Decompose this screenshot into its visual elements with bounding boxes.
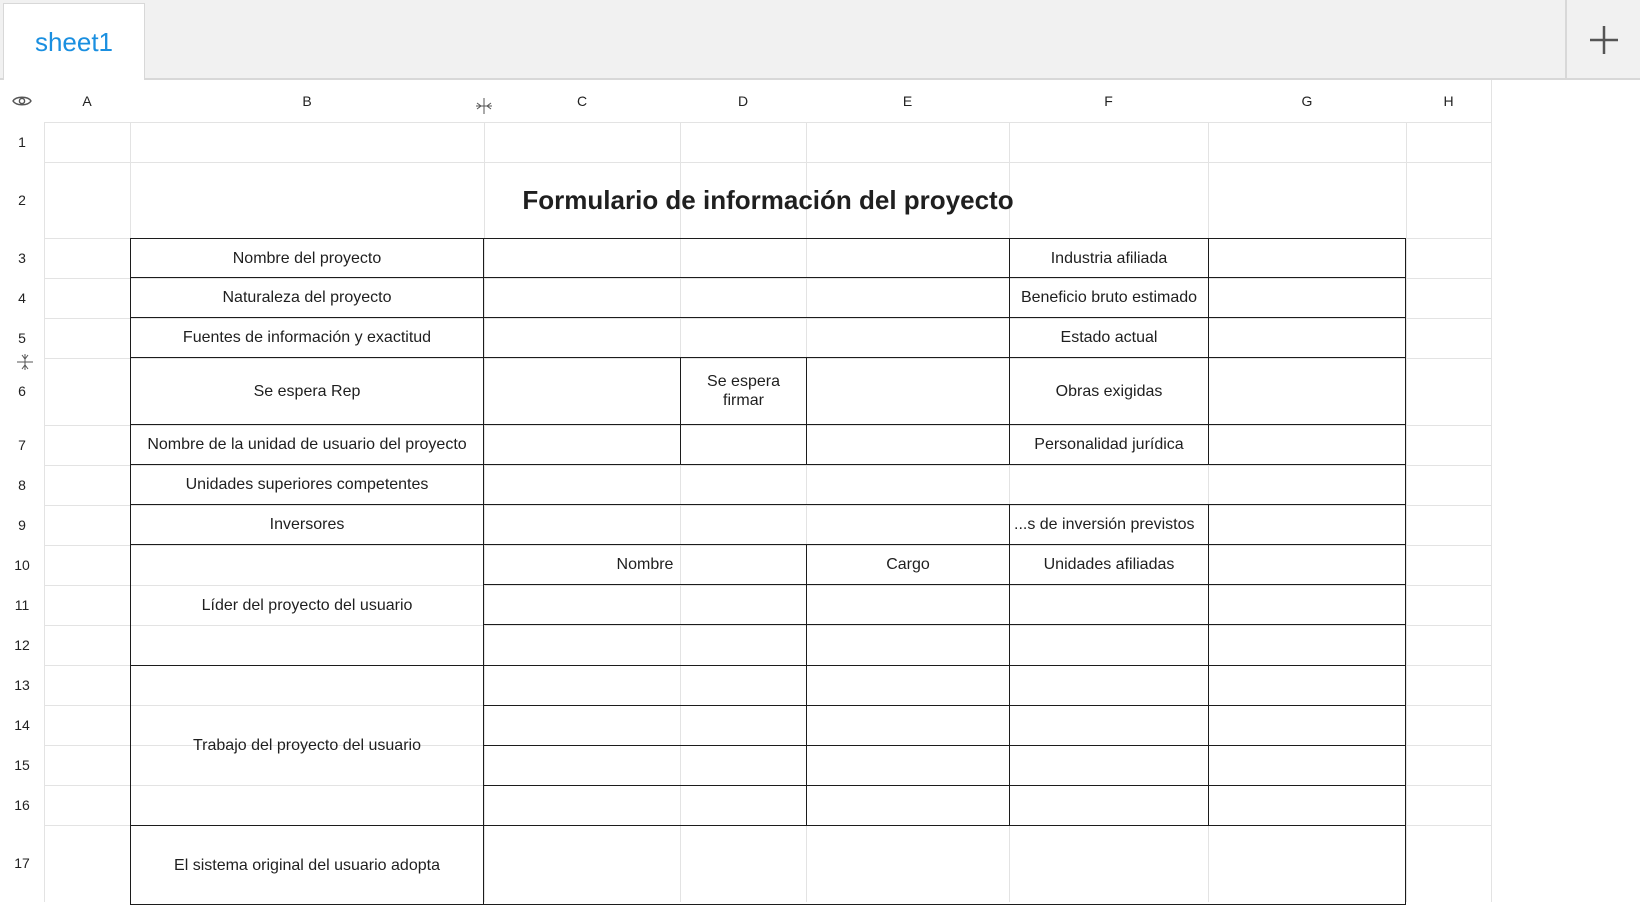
- row-header-12[interactable]: 12: [0, 625, 44, 665]
- row-header-17[interactable]: 17: [0, 825, 44, 902]
- row-header-15[interactable]: 15: [0, 745, 44, 785]
- leader-row-2-unit[interactable]: [1009, 624, 1209, 666]
- column-header-e[interactable]: E: [806, 80, 1009, 122]
- column-header-g[interactable]: G: [1208, 80, 1406, 122]
- work-row-4-unit[interactable]: [1009, 785, 1209, 826]
- label-user-unit-name[interactable]: Nombre de la unidad de usuario del proyecto: [130, 424, 484, 465]
- sheet-tab-bar: [0, 0, 1640, 80]
- gridline: [0, 122, 1491, 123]
- row-header-3[interactable]: 3: [0, 238, 44, 278]
- column-header-d[interactable]: D: [680, 80, 806, 122]
- work-row-1-unit[interactable]: [1009, 665, 1209, 706]
- work-row-3-name[interactable]: [483, 745, 807, 786]
- work-row-4-name[interactable]: [483, 785, 807, 826]
- work-row-2-position[interactable]: [806, 705, 1010, 746]
- work-row-3-position[interactable]: [806, 745, 1010, 786]
- work-row-2-g[interactable]: [1208, 705, 1406, 746]
- label-info-sources[interactable]: Fuentes de información y exactitud: [130, 317, 484, 358]
- label-affiliated-industry[interactable]: Industria afiliada: [1009, 238, 1209, 278]
- input-investors[interactable]: [483, 504, 1010, 545]
- work-row-3-g[interactable]: [1208, 745, 1406, 786]
- leader-row-2-name[interactable]: [483, 624, 807, 666]
- input-user-unit-name-d[interactable]: [680, 424, 807, 465]
- label-current-status[interactable]: Estado actual: [1009, 317, 1209, 358]
- header-position[interactable]: Cargo: [806, 544, 1010, 585]
- leader-row-1-name[interactable]: [483, 584, 807, 625]
- work-row-2-unit[interactable]: [1009, 705, 1209, 746]
- row-header-5[interactable]: 5: [0, 318, 44, 358]
- row-header-2[interactable]: 2: [0, 162, 44, 238]
- input-project-name[interactable]: [483, 238, 1010, 278]
- column-resize-handle[interactable]: [474, 97, 494, 115]
- column-header-f[interactable]: F: [1009, 80, 1208, 122]
- label-project-name[interactable]: Nombre del proyecto: [130, 238, 484, 278]
- plus-icon: [1587, 23, 1621, 57]
- header-affiliated-units[interactable]: Unidades afiliadas: [1009, 544, 1209, 585]
- work-row-4-position[interactable]: [806, 785, 1010, 826]
- input-info-sources[interactable]: [483, 317, 1010, 358]
- select-all-corner[interactable]: [0, 80, 44, 122]
- leader-row-1-unit[interactable]: [1009, 584, 1209, 625]
- work-row-1-g[interactable]: [1208, 665, 1406, 706]
- label-superior-units[interactable]: Unidades superiores competentes: [130, 464, 484, 505]
- row-resize-icon: [15, 352, 35, 372]
- label-investors[interactable]: Inversores: [130, 504, 484, 545]
- spreadsheet-grid[interactable]: [0, 80, 1640, 902]
- row-header-11[interactable]: 11: [0, 585, 44, 625]
- row-header-7[interactable]: 7: [0, 425, 44, 465]
- input-expected-rep[interactable]: [483, 357, 681, 425]
- label-user-project-leader[interactable]: Líder del proyecto del usuario: [130, 544, 484, 666]
- row-header-13[interactable]: 13: [0, 665, 44, 705]
- label-project-nature[interactable]: Naturaleza del proyecto: [130, 277, 484, 318]
- gridline: [1491, 80, 1492, 902]
- label-expected-sign[interactable]: Se espera firmar: [680, 357, 807, 425]
- label-required-works[interactable]: Obras exigidas: [1009, 357, 1209, 425]
- leader-header-g[interactable]: [1208, 544, 1406, 585]
- input-estimated-gross-profit[interactable]: [1208, 277, 1406, 318]
- input-planned-investment[interactable]: [1208, 504, 1406, 545]
- label-user-original-system[interactable]: El sistema original del usuario adopta: [130, 825, 484, 905]
- work-row-1-position[interactable]: [806, 665, 1010, 706]
- row-resize-handle[interactable]: [15, 352, 35, 372]
- input-user-unit-name-e[interactable]: [806, 424, 1010, 465]
- input-user-original-system[interactable]: [483, 825, 1406, 905]
- eye-icon: [12, 94, 32, 108]
- label-user-project-work[interactable]: Trabajo del proyecto del usuario: [130, 665, 484, 826]
- label-planned-investment[interactable]: ...s de inversión previstos: [1009, 504, 1209, 545]
- row-header-10[interactable]: 10: [0, 545, 44, 585]
- add-sheet-button[interactable]: [1567, 0, 1640, 80]
- gridline: [1406, 80, 1407, 902]
- label-estimated-gross-profit[interactable]: Beneficio bruto estimado: [1009, 277, 1209, 318]
- column-header-a[interactable]: A: [44, 80, 130, 122]
- leader-row-1-g[interactable]: [1208, 584, 1406, 625]
- gridline: [44, 80, 45, 902]
- row-header-6[interactable]: 6: [0, 358, 44, 425]
- leader-row-2-g[interactable]: [1208, 624, 1406, 666]
- input-superior-units[interactable]: [483, 464, 1406, 505]
- input-current-status[interactable]: [1208, 317, 1406, 358]
- row-header-4[interactable]: 4: [0, 278, 44, 318]
- column-header-b[interactable]: B: [130, 80, 484, 122]
- input-user-unit-name-c[interactable]: [483, 424, 681, 465]
- row-header-1[interactable]: 1: [0, 122, 44, 162]
- input-affiliated-industry[interactable]: [1208, 238, 1406, 278]
- column-header-c[interactable]: C: [484, 80, 680, 122]
- input-expected-sign[interactable]: [806, 357, 1010, 425]
- work-row-3-unit[interactable]: [1009, 745, 1209, 786]
- input-legal-personality[interactable]: [1208, 424, 1406, 465]
- work-row-4-g[interactable]: [1208, 785, 1406, 826]
- work-row-2-name[interactable]: [483, 705, 807, 746]
- input-required-works[interactable]: [1208, 357, 1406, 425]
- leader-row-2-position[interactable]: [806, 624, 1010, 666]
- form-title[interactable]: Formulario de información del proyecto: [522, 184, 1014, 215]
- tab-sheet1[interactable]: sheet1: [3, 3, 145, 80]
- input-project-nature[interactable]: [483, 277, 1010, 318]
- work-row-1-name[interactable]: [483, 665, 807, 706]
- label-expected-rep[interactable]: Se espera Rep: [130, 357, 484, 425]
- row-header-9[interactable]: 9: [0, 505, 44, 545]
- label-legal-personality[interactable]: Personalidad jurídica: [1009, 424, 1209, 465]
- leader-row-1-position[interactable]: [806, 584, 1010, 625]
- column-resize-icon: [474, 97, 494, 115]
- row-header-14[interactable]: 14: [0, 705, 44, 745]
- row-header-8[interactable]: 8: [0, 465, 44, 505]
- header-name[interactable]: Nombre: [483, 544, 807, 585]
- row-header-16[interactable]: 16: [0, 785, 44, 825]
- column-header-h[interactable]: H: [1406, 80, 1491, 122]
